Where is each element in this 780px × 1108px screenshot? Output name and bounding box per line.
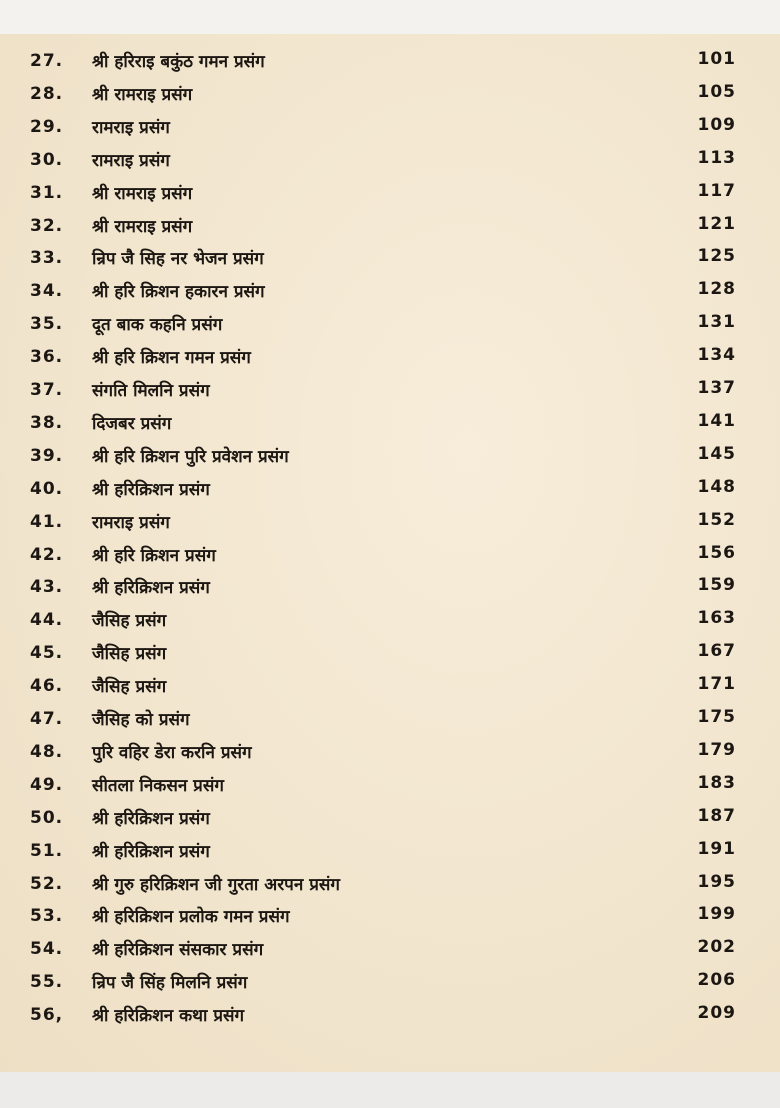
entry-title: श्री रामराइ प्रसंग (92, 216, 193, 237)
entry-number: 47. (30, 709, 64, 729)
entry-page-number: 125 (697, 246, 736, 267)
toc-entry (0, 837, 780, 867)
toc-entry (0, 212, 780, 242)
entry-title: श्री रामराइ प्रसंग (92, 84, 193, 105)
toc-entry (0, 343, 780, 373)
entry-number: 50. (30, 807, 64, 828)
entry-page-number: 175 (697, 707, 736, 727)
entry-number: 38. (30, 412, 64, 433)
entry-page-number: 202 (697, 937, 736, 958)
toc-entry (0, 409, 780, 439)
entry-page-number: 145 (697, 443, 736, 464)
toc-entry (0, 738, 780, 768)
entry-title: जैसिह को प्रसंग (92, 710, 190, 730)
entry-number: 45. (30, 643, 64, 664)
entry-number: 48. (30, 741, 64, 762)
toc-entry (0, 573, 780, 603)
entry-title: श्री हरिक्रिशन संसकार प्रसंग (92, 940, 264, 961)
toc-entry (0, 475, 780, 505)
entry-number: 56, (30, 1005, 64, 1026)
entry-page-number: 109 (697, 114, 736, 135)
entry-number: 42. (30, 544, 64, 565)
toc-entry (0, 113, 780, 143)
entry-number: 35. (30, 314, 64, 335)
entry-page-number: 171 (697, 674, 736, 695)
toc-entry (0, 47, 780, 77)
entry-number: 43. (30, 577, 64, 598)
entry-number: 31. (30, 182, 64, 203)
toc-entry (0, 902, 780, 932)
entry-page-number: 101 (697, 49, 736, 69)
entry-number: 29. (30, 116, 64, 137)
entry-title: न्रिप जै सिह नर भेजन प्रसंग (92, 249, 264, 270)
entry-page-number: 163 (697, 608, 736, 629)
entry-title: सीतला निकसन प्रसंग (92, 775, 224, 796)
toc-entry (0, 1001, 780, 1031)
entry-title: संगति मिलनि प्रसंग (92, 381, 210, 401)
toc-entry (0, 870, 780, 900)
toc-entry (0, 541, 780, 571)
entry-number: 27. (30, 51, 64, 71)
entry-title: श्री गुरु हरिक्रिशन जी गुरता अरपन प्रसंग (92, 874, 340, 895)
entry-title: श्री हरिक्रिशन कथा प्रसंग (92, 1006, 245, 1027)
entry-title: श्री रामराइ प्रसंग (92, 183, 193, 204)
entry-number: 30. (30, 149, 64, 170)
entry-number: 37. (30, 380, 64, 400)
entry-page-number: 117 (697, 180, 736, 201)
toc-entry (0, 244, 780, 274)
entry-number: 28. (30, 83, 64, 104)
entry-title: रामराइ प्रसंग (92, 512, 170, 533)
entry-number: 32. (30, 215, 64, 236)
toc-entry (0, 80, 780, 110)
entry-title: रामराइ प्रसंग (92, 117, 170, 138)
toc-entry (0, 277, 780, 307)
entry-title: श्री हरि क्रिशन हकारन प्रसंग (92, 282, 265, 303)
entry-title: श्री हरि क्रिशन पुरि प्रवेशन प्रसंग (92, 446, 289, 467)
entry-page-number: 191 (697, 838, 736, 859)
toc-entry (0, 804, 780, 834)
entry-page-number: 141 (697, 410, 736, 431)
toc-entry (0, 771, 780, 801)
entry-number: 49. (30, 774, 64, 795)
entry-page-number: 105 (697, 81, 736, 102)
toc-entry (0, 968, 780, 998)
toc-entry (0, 639, 780, 669)
toc-entry (0, 179, 780, 209)
entry-title: श्री हरि क्रिशन गमन प्रसंग (92, 348, 251, 369)
entry-page-number: 179 (697, 739, 736, 760)
toc-entry (0, 310, 780, 340)
entry-title: पुरि वहिर डेरा करनि प्रसंग (92, 742, 252, 763)
entry-page-number: 131 (697, 312, 736, 333)
entry-title: श्री हरि क्रिशन प्रसंग (92, 545, 216, 566)
entry-page-number: 195 (697, 871, 736, 892)
entry-page-number: 152 (697, 509, 736, 530)
toc-entry (0, 672, 780, 702)
entry-page-number: 209 (697, 1003, 736, 1024)
entry-number: 39. (30, 445, 64, 466)
entry-title: दूत बाक कहनि प्रसंग (92, 315, 223, 336)
entry-page-number: 183 (697, 772, 736, 793)
entry-number: 55. (30, 972, 64, 993)
entry-number: 46. (30, 676, 64, 697)
entry-page-number: 156 (697, 542, 736, 563)
entry-number: 36. (30, 347, 64, 368)
entry-page-number: 167 (697, 641, 736, 662)
entry-title: श्री हरिक्रिशन प्रसंग (92, 578, 210, 599)
page-bottom-margin (0, 1072, 780, 1108)
entry-title: श्री हरिक्रिशन प्रसंग (92, 841, 210, 862)
entry-title: दिजबर प्रसंग (92, 413, 172, 434)
entry-page-number: 206 (697, 970, 736, 991)
entry-number: 34. (30, 281, 64, 302)
entry-title: श्री हरिक्रिशन प्रसंग (92, 479, 210, 500)
entry-page-number: 137 (697, 378, 736, 398)
entry-page-number: 121 (697, 213, 736, 234)
entry-title: श्री हरिक्रिशन प्रसंग (92, 808, 210, 829)
entry-title: श्री हरिक्रिशन प्रलोक गमन प्रसंग (92, 907, 290, 928)
toc-entry (0, 146, 780, 176)
toc-entry (0, 935, 780, 965)
entry-page-number: 199 (697, 904, 736, 925)
entry-title: जैसिह प्रसंग (92, 611, 167, 632)
toc-entry (0, 508, 780, 538)
entry-number: 51. (30, 840, 64, 861)
entry-number: 33. (30, 248, 64, 269)
entry-page-number: 134 (697, 345, 736, 366)
entry-number: 44. (30, 610, 64, 631)
entry-number: 40. (30, 478, 64, 499)
entry-number: 54. (30, 939, 64, 960)
entry-page-number: 148 (697, 476, 736, 497)
toc-entry (0, 705, 780, 735)
entry-title: श्री हरिराइ बकुंठ गमन प्रसंग (92, 52, 265, 72)
toc-entry (0, 606, 780, 636)
entry-title: जैसिह प्रसंग (92, 644, 167, 665)
entry-title: न्रिप जै सिंह मिलनि प्रसंग (92, 973, 248, 994)
toc-entry (0, 442, 780, 472)
entry-number: 52. (30, 873, 64, 894)
entry-number: 53. (30, 906, 64, 927)
entry-page-number: 113 (697, 147, 736, 168)
entry-title: रामराइ प्रसंग (92, 150, 170, 171)
entry-title: जैसिह प्रसंग (92, 677, 167, 698)
entry-page-number: 159 (697, 575, 736, 596)
entry-number: 41. (30, 511, 64, 532)
toc-entry (0, 376, 780, 406)
entry-page-number: 128 (697, 279, 736, 300)
entry-page-number: 187 (697, 805, 736, 826)
